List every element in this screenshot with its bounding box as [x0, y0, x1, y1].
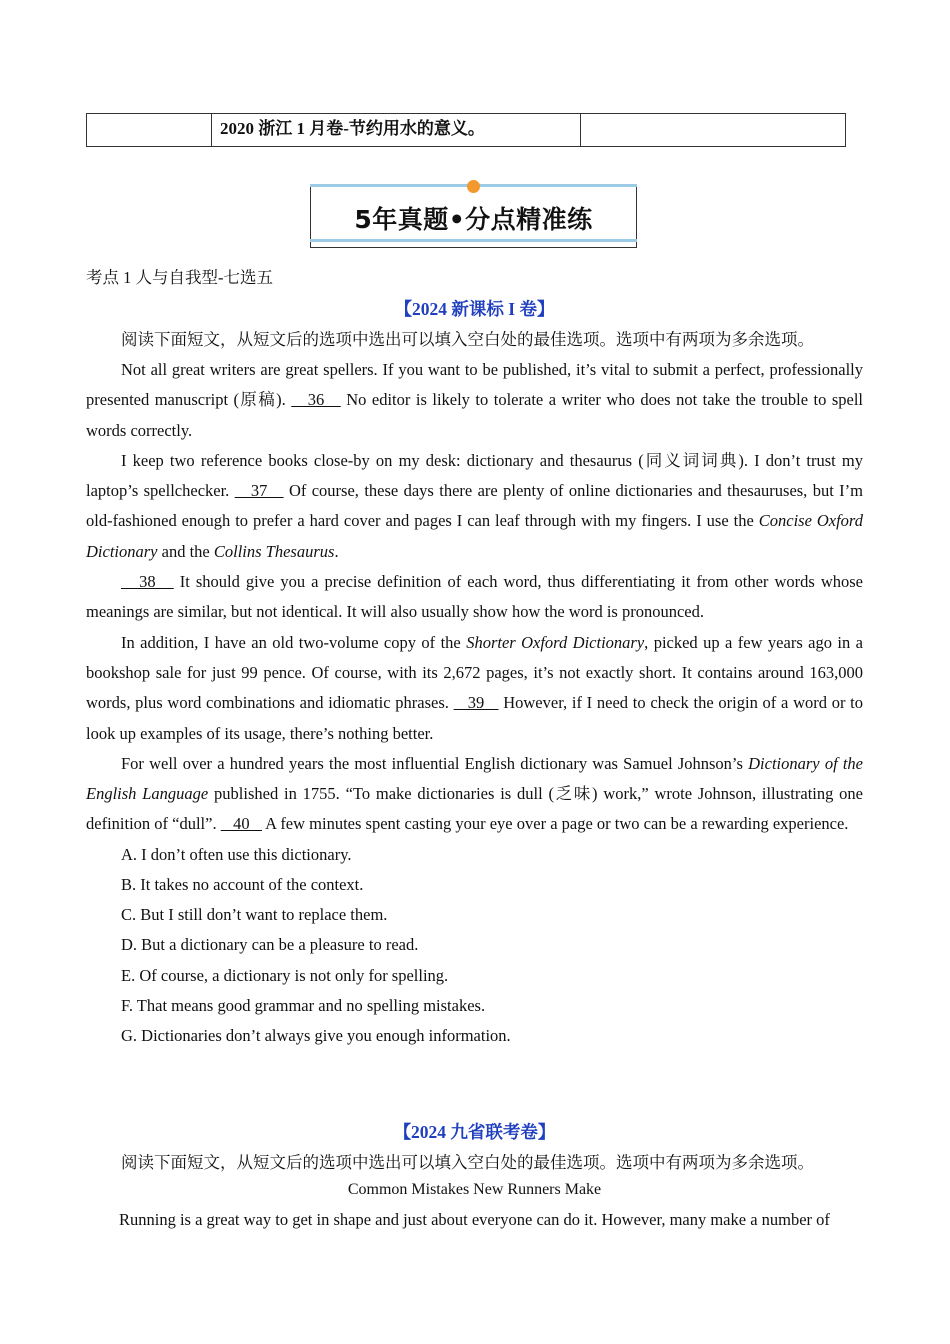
blank-37: 37	[234, 481, 284, 501]
text: It should give you a precise definition of each word, thus differentiating it from other words whose meanings are similar, but not identical. It will also usually show how the word is pronounced.	[86, 572, 863, 622]
option-f: F. That means good grammar and no spelling mistakes.	[121, 995, 486, 1015]
book-title: Dictionary of the English Language	[86, 753, 863, 804]
blank-36: 36	[291, 390, 341, 410]
option-b: B. It takes no account of the context.	[121, 874, 364, 894]
text: A few minutes spent casting your eye over a page or two can be a rewarding experience.	[261, 814, 849, 834]
part1-heading: 【2024 新课标 I 卷】	[394, 299, 555, 319]
text: .	[334, 541, 339, 561]
paragraph-3	[86, 567, 863, 628]
book-title: Shorter Oxford Dictionary	[466, 632, 645, 652]
blank-40: 40	[220, 814, 262, 834]
reference-table	[86, 113, 846, 147]
paragraph-5	[86, 749, 863, 840]
text: , picked up a few years ago in a bookshop sale for just 99 pence. Of course, with its 2,672 pages, it’s not exactly short. It contains around 163,000 words, plus word combinations and idiomatic phrases.	[86, 632, 863, 713]
banner-bottom-rule	[310, 239, 637, 242]
option-d: D. But a dictionary can be a pleasure to read.	[121, 935, 419, 955]
text: Not all great writers are great spellers. If you want to be published, it’s vital to submit a perfect, professionally presented manuscript (原稿).	[86, 360, 863, 410]
option-c: C. But I still don’t want to replace them.	[121, 905, 388, 925]
passage-1	[86, 355, 863, 1051]
section-label: 考点 1 人与自我型-七选五	[86, 268, 273, 287]
table-cell-empty	[87, 114, 212, 147]
section-banner	[310, 182, 637, 246]
text: However, if I need to check the origin of a word or to look up examples of its usage, there’s nothing better.	[86, 693, 864, 743]
option-g: G. Dictionaries don’t always give you enough information.	[121, 1025, 511, 1045]
banner-title: 5年真题•分点精准练	[354, 205, 593, 234]
blank-38: 38	[121, 572, 174, 592]
text: and the	[157, 541, 214, 561]
passage-2-title: Common Mistakes New Runners Make	[347, 1181, 602, 1198]
text: For well over a hundred years the most influential English dictionary was Samuel Johnson’s	[121, 753, 749, 773]
book-title: Collins Thesaurus	[213, 541, 335, 561]
option-a: A. I don’t often use this dictionary.	[121, 844, 352, 864]
blank-39: 39	[453, 693, 499, 713]
table-cell-topic: 2020 浙江 1 月卷-节约用水的意义。	[212, 114, 581, 147]
table-cell-empty	[581, 114, 846, 147]
text: published in 1755. “To make dictionaries is dull (乏味) work,” wrote Johnson, illustrating one definition of “dull”.	[86, 784, 864, 834]
option-e: E. Of course, a dictionary is not only for spelling.	[121, 965, 449, 985]
part2-instruction: 阅读下面短文，从短文后的选项中选出可以填入空白处的最佳选项。选项中有两项为多余选项。	[121, 1153, 814, 1172]
text: Of course, these days there are plenty of online dictionaries and thesauruses, but I’m old-fashioned enough to prefer a hard cover and pages I can leaf through with my fingers. I use the	[86, 481, 863, 531]
part1-instruction: 阅读下面短文，从短文后的选项中选出可以填入空白处的最佳选项。选项中有两项为多余选项。	[121, 330, 814, 349]
paragraph-2	[86, 446, 863, 567]
table-row	[87, 114, 846, 147]
text: No editor is likely to tolerate a writer who does not take the trouble to spell words correctly.	[86, 390, 864, 440]
text: I keep two reference books close-by on my desk: dictionary and thesaurus (同义词词典). I don’t trust my laptop’s spellchecker.	[86, 450, 863, 501]
orange-dot-icon	[467, 180, 480, 193]
book-title: Concise Oxford Dictionary	[86, 511, 863, 561]
paragraph-1	[86, 355, 863, 446]
part2-heading: 【2024 九省联考卷】	[393, 1122, 556, 1142]
passage-2-paragraph-1: Running is a great way to get in shape and just about everyone can do it. However, many make a number of	[119, 1210, 830, 1229]
text: In addition, I have an old two-volume copy of the	[121, 632, 467, 652]
paragraph-4	[86, 628, 863, 749]
